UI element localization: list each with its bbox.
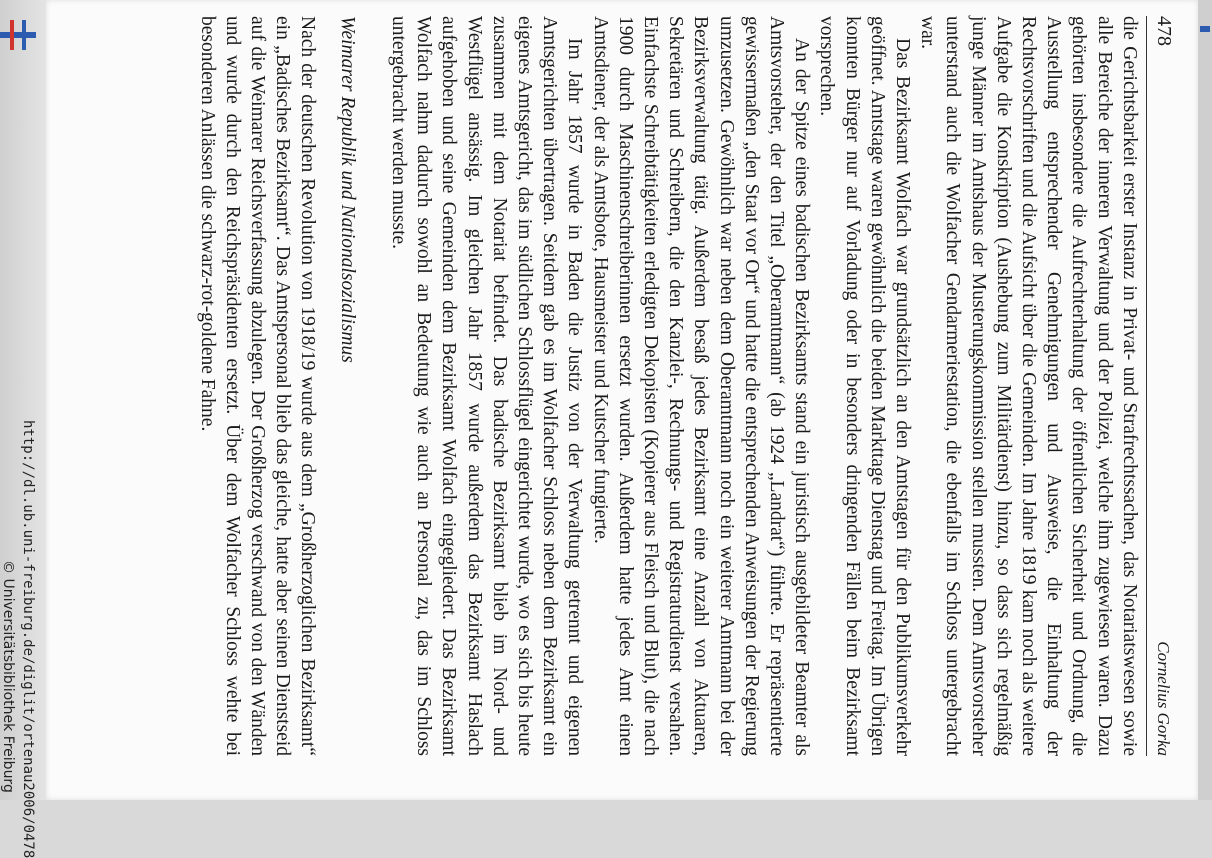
section-heading: Weimarer Republik und Nationalsozialismus: [336, 16, 358, 363]
paragraph-4: Im Jahr 1857 wurde in Baden die Justiz von der Verwaltung getrennt und eigenen Amtsgerichten übertragen. Seitdem gab es im Wolfacher Schloss neben dem Bezirksamt ein eigenes Amtsgericht, das im südlichen Schlossflügel eingerichtet wurde, wo es sich bis heute zusammen mit dem Notariat befindet. Das badische Bezirksamt blieb im Nord- und Westflügel ansässig. Im gleichen Jahr 1857 wurde außerdem das Bezirksamt Haslach aufgehoben und seine Gemeinden dem Bezirksamt Wolfach eingegliedert. Das Bezirksamt Wolfach nahm dadurch sowohl an Bedeutung wie auch an Personal zu, das im Schloss untergebracht werden musste.: [387, 16, 586, 756]
crop-marker-top-left: [0, 20, 40, 50]
scanned-page: [46, 0, 1198, 800]
viewer-left-margin: [0, 0, 46, 858]
page-text-block: [166, 16, 1176, 756]
paragraph-2: Das Bezirksamt Wolfach war grundsätzlich an den Amtstagen für den Publikumsverkehr geöffnet. Amtstage waren gewöhnlich die beiden Markttage Dienstag und Freitag. Im Übrigen konnten Bürger nur auf Vorladung oder in besonders dringenden Fällen beim Bezirksamt vorsprechen.: [816, 16, 913, 756]
crop-marker-top-right: [1200, 20, 1210, 40]
source-url[interactable]: http://dl.ub.uni-freiburg.de/diglit/ortenau2006/0478: [20, 420, 36, 858]
copyright-notice: © Universitätsbibliothek Freiburg: [0, 560, 16, 793]
paragraph-1: die Gerichtsbarkeit erster Instanz in Privat- und Strafrechtssachen, das Notariatswesen sowie alle Bereiche der inneren Verwaltung und der Polizei, welche ihm zugewiesen waren. Dazu gehörten insbesondere die Aufrechterhaltung der öffentlichen Sicherheit und Ordnung, die Ausstellung entsprechender Genehmigungen und Ausweise, die Einhaltung der Rechtsvorschriften und die Aufsicht über die Gemeinden. Im Jahre 1819 kam noch als weitere Aufgabe die Konskription (Aushebung zum Militärdienst) hinzu, so dass sich regelmäßig junge Männer im Amtshaus der Musterungskommission stellen mussten. Dem Amtsvorsteher unterstand auch die Wolfacher Gendarmeriestation, die ebenfalls im Schloss untergebracht war.: [917, 16, 1140, 756]
running-head-author: Cornelius Gorka: [1154, 641, 1173, 756]
running-header: [1146, 16, 1176, 756]
paragraph-3: An der Spitze eines badischen Bezirksamts stand ein juristisch ausgebildeter Beamter als Amtsvorsteher, der den Titel „Oberamtmann“ (ab 1924 „Landrat“) führte. Er repräsentierte gewissermaßen „den Staat vor Ort“ und hatte die entsprechenden Anweisungen der Regierung umzusetzen. Gewöhnlich war neben dem Oberamtmann noch ein weiterer Amtmann bei der Bezirksverwaltung tätig. Außerdem besaß jedes Bezirksamt eine Anzahl von Aktuaren, Sekretären und Schreibern, die den Kanzlei-, Rechnungs- und Registraturdienst versahen. Einfachste Schreibtätigkeiten erledigten Dekopisten (Kopierer aus Fleisch und Blut), die nach 1900 durch Maschinenschreiberinnen ersetzt wurden. Außerdem hatte jedes Amt einen Amtsdiener, der als Amtsbote, Hausmeister und Kutscher fungierte.: [589, 16, 813, 756]
section-paragraph: Nach der deutschen Revolution von 1918/19 wurde aus dem „Großherzoglichen Bezirksamt“ ein „Badisches Bezirksamt“. Das Amtspersonal blieb das gleiche, hatte aber seinen Dienstseid auf die Weimarer Reichsverfassung abzulegen. Der Großherzog verschwand von den Wänden und wurde durch den Reichspräsidenten ersetzt. Über dem Wolfacher Schloss wehte bei besonderen Anlässen die schwarz-rot-goldene Fahne.: [196, 16, 319, 756]
viewer-right-margin: [1198, 0, 1212, 800]
page-number: 478: [1153, 16, 1175, 46]
